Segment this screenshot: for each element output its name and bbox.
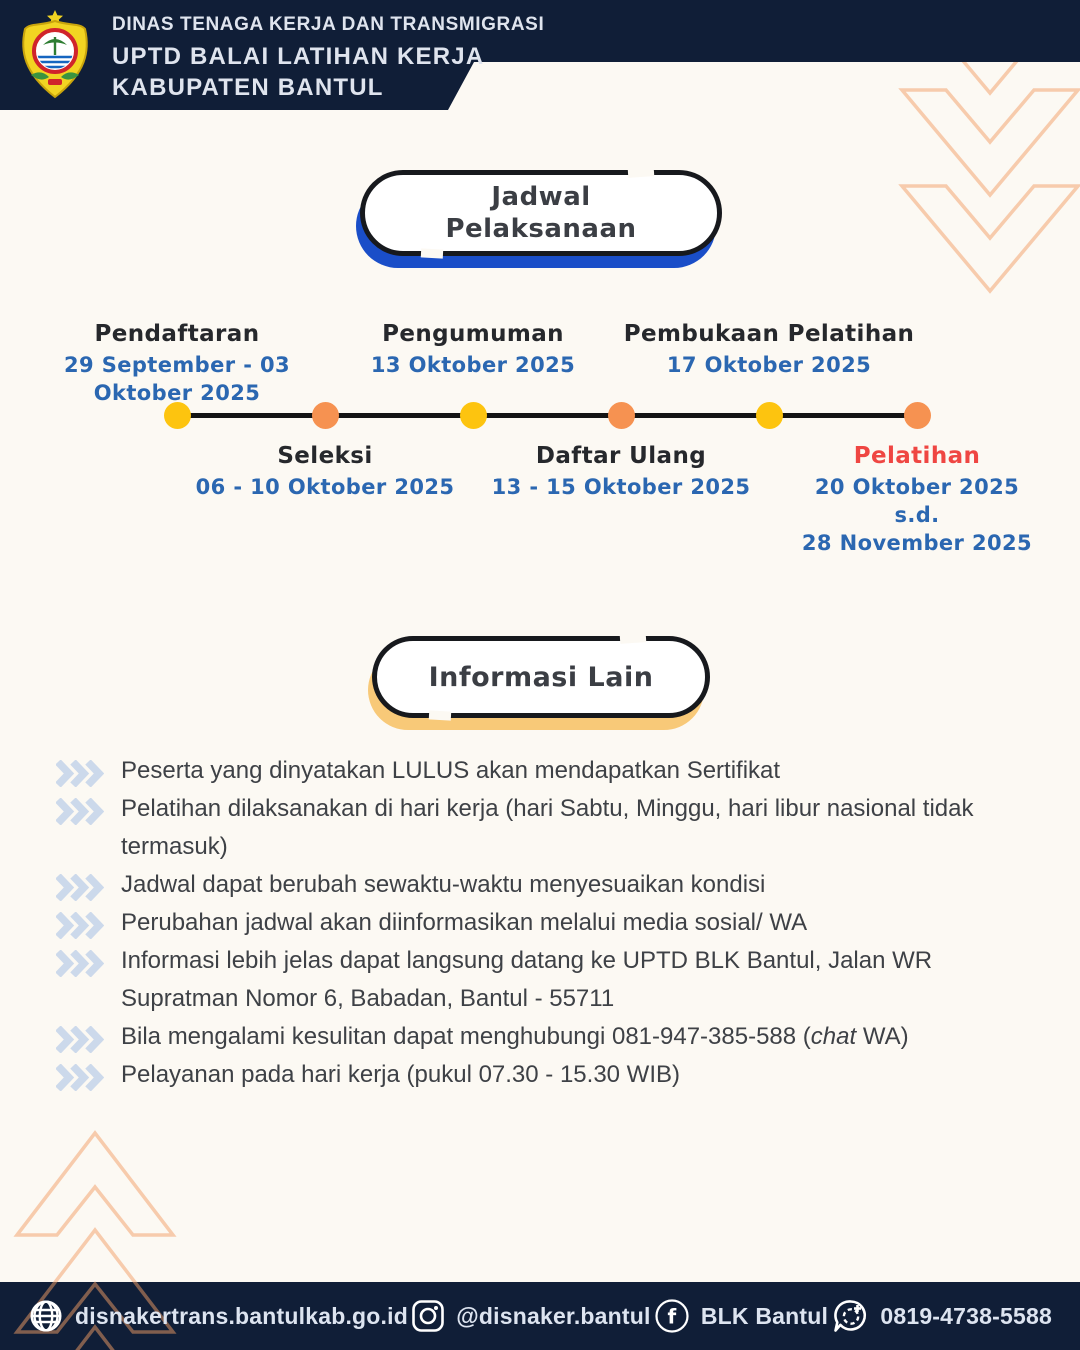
milestone-0 [12,321,342,407]
schedule-title-badge [360,170,722,256]
milestone-label: Pelatihan [853,443,981,469]
info-item-text: Pelatihan dilaksanakan di hari kerja (hari Sabtu, Minggu, hari libur nasional tidak termasuk) [121,795,974,860]
info-item-4 [56,942,1046,1018]
info-item-text: Peserta yang dinyatakan LULUS akan mendapatkan Sertifikat [121,757,781,784]
milestone-date: 29 September - 03 Oktober 2025 [63,353,291,405]
milestone-label: Seleksi [277,443,373,469]
bantul-regency-logo-icon [15,9,95,105]
info-item-5 [56,1018,1046,1056]
triple-chevron-right-icon [56,798,104,825]
timeline-dot-3 [608,402,635,429]
instagram-icon [411,1299,445,1333]
info-item-0 [56,752,1046,790]
info-item-text: Informasi lebih jelas dapat langsung datang ke UPTD BLK Bantul, Jalan WR Supratman Nomor 6, Babadan, Bantul - 55711 [121,947,933,1012]
instagram-text: @disnaker.bantul [456,1302,651,1329]
triple-chevron-right-icon [56,874,104,901]
whatsapp-icon [831,1297,869,1335]
svg-text:f: f [667,1304,677,1329]
info-list [56,752,1046,1094]
info-title: Informasi Lain [428,661,654,693]
timeline-dot-5 [904,402,931,429]
info-item-text: Pelayanan pada hari kerja (pukul 07.30 - 15.30 WIB) [121,1061,680,1088]
regency-name: KABUPATEN BANTUL [112,74,384,101]
schedule-title-line2: Pelaksanaan [445,214,637,244]
info-item-6 [56,1056,1046,1094]
agency-name: DINAS TENAGA KERJA DAN TRANSMIGRASI [112,14,545,35]
milestone-label: Pembukaan Pelatihan [623,321,915,347]
facebook-text: BLK Bantul [700,1302,829,1329]
info-item-text: Bila mengalami kesulitan dapat menghubungi 081-947-385-588 (chat WA) [121,1023,909,1050]
milestone-1 [160,443,490,501]
milestone-2 [308,321,638,379]
timeline-line [177,413,918,418]
globe-icon [28,1298,64,1334]
info-item-1 [56,790,1046,866]
timeline-dot-2 [460,402,487,429]
triple-chevron-right-icon [56,950,104,977]
milestone-date: 13 Oktober 2025 [370,353,576,377]
milestone-3 [456,443,786,501]
footer [0,1282,1080,1350]
schedule-timeline [0,315,1080,570]
instagram-contact[interactable] [411,1299,650,1333]
milestone-5 [752,443,1080,557]
milestone-label: Pengumuman [382,321,564,347]
milestone-label: Pendaftaran [94,321,260,347]
info-item-3 [56,904,1046,942]
timeline-dot-1 [312,402,339,429]
milestone-date: 17 Oktober 2025 [666,353,872,377]
triple-chevron-right-icon [56,912,104,939]
triple-chevron-right-icon [56,1064,104,1091]
info-item-2 [56,866,1046,904]
milestone-label: Daftar Ulang [535,443,707,469]
whatsapp-text: 0819-4738-5588 [880,1302,1052,1329]
milestone-4 [604,321,934,379]
website-contact[interactable] [28,1298,408,1334]
timeline-dot-4 [756,402,783,429]
info-item-text: Jadwal dapat berubah sewaktu-waktu menyesuaikan kondisi [121,871,766,898]
whatsapp-contact[interactable] [831,1297,1052,1335]
triple-chevron-right-icon [56,760,104,787]
office-name: UPTD BALAI LATIHAN KERJA [112,43,485,70]
milestone-date: 06 - 10 Oktober 2025 [195,475,455,499]
triple-chevron-right-icon [56,1026,104,1053]
facebook-contact[interactable] [654,1298,828,1334]
milestone-date: 13 - 15 Oktober 2025 [491,475,751,499]
milestone-date: 20 Oktober 2025 s.d. 28 November 2025 [801,475,1033,555]
header-banner [0,0,1080,112]
schedule-title-line1: Jadwal [491,182,591,212]
info-item-text: Perubahan jadwal akan diinformasikan melalui media sosial/ WA [121,909,808,936]
info-title-badge [372,636,710,718]
facebook-icon [654,1298,690,1334]
website-text: disnakertrans.bantulkab.go.id [75,1302,408,1329]
